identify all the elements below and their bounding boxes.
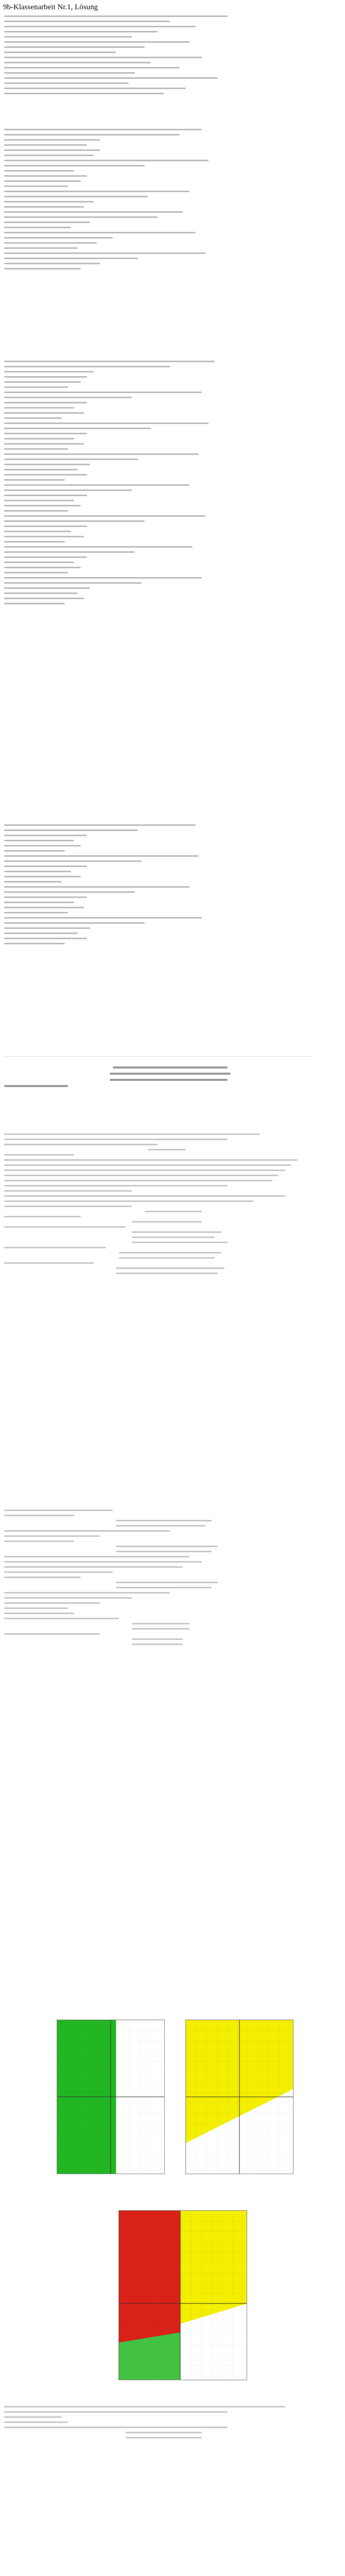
section-a1 xyxy=(4,15,323,118)
plot-2 xyxy=(185,2020,294,2174)
section-b2 xyxy=(4,1133,323,1494)
page-title: 9b-Klassenarbeit Nr.1, Lösung xyxy=(3,3,98,11)
plot-combined xyxy=(118,2210,247,2380)
section-b1 xyxy=(4,1066,323,1128)
section-a2 xyxy=(4,129,323,345)
divider xyxy=(4,1056,313,1057)
section-a4 xyxy=(4,824,323,1041)
section-c xyxy=(4,2406,323,2576)
section-b3 xyxy=(4,1510,323,2004)
plot-1 xyxy=(57,2020,165,2174)
section-a3 xyxy=(4,361,323,804)
